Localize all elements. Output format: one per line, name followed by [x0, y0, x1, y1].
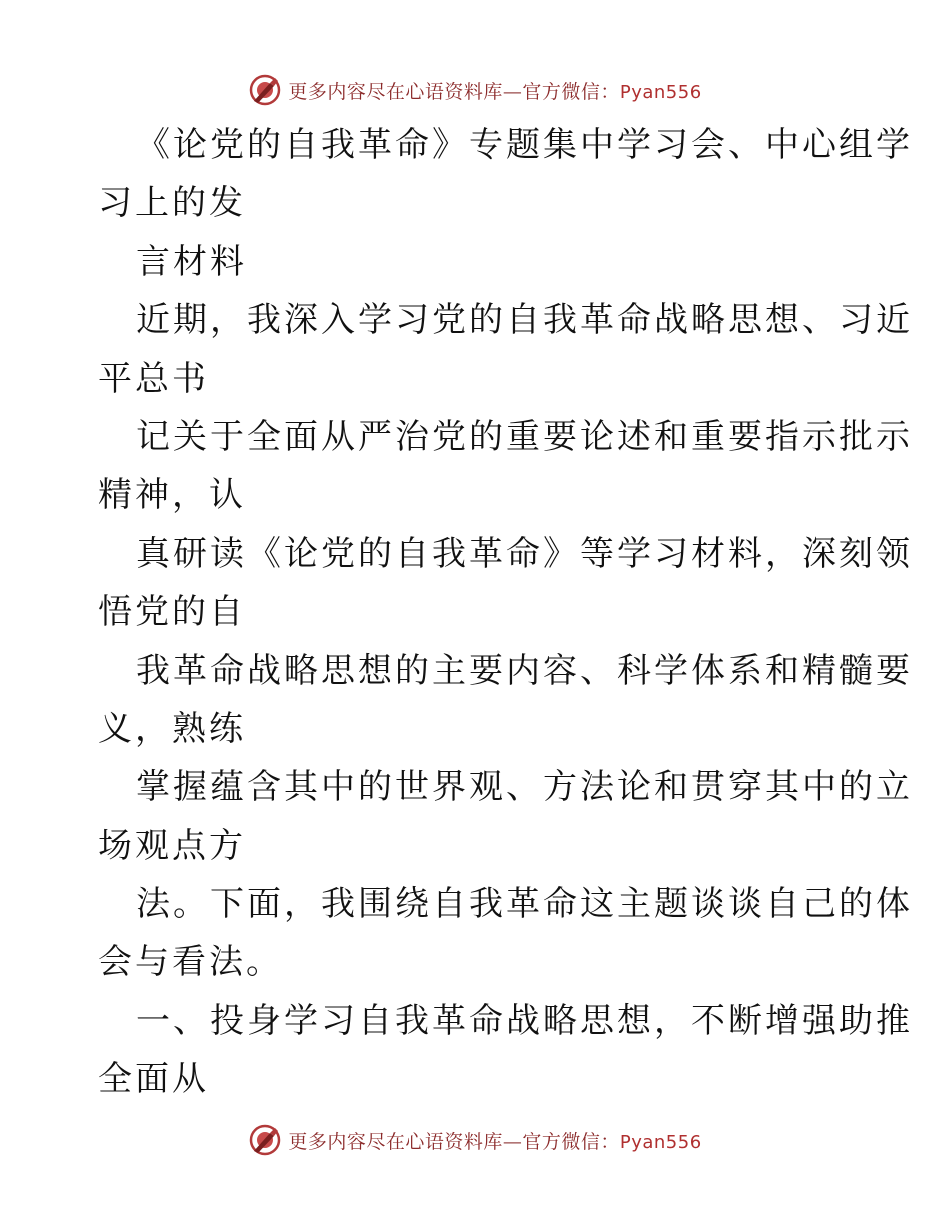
watermark-account: Pyan556: [619, 1131, 702, 1153]
watermark-brand: 更多内容尽在心语资料库: [288, 80, 503, 103]
watermark-label: 官方微信：: [522, 1130, 620, 1153]
watermark-brand: 更多内容尽在心语资料库: [288, 1130, 503, 1153]
pen-circle-logo-icon: [248, 73, 282, 107]
text-line: 悟党的自: [98, 592, 246, 633]
header-watermark: [0, 70, 950, 110]
text-line: 《论党的自我革命》专题集中学习会、中心组学: [136, 125, 913, 165]
text-line: 一、投身学习自我革命战略思想，不断增强助推: [136, 1000, 913, 1041]
text-line: 真研读《论党的自我革命》等学习材料，深刻领: [136, 533, 913, 574]
text-line: 精神，认: [98, 475, 246, 516]
text-line: 记关于全面从严治党的重要论述和重要指示批示: [136, 416, 913, 457]
text-line: 近期，我深入学习党的自我革命战略思想、习近: [136, 300, 913, 341]
pen-circle-logo-icon: [248, 1123, 282, 1157]
text-line: 我革命战略思想的主要内容、科学体系和精髓要: [136, 650, 913, 691]
text-line: 会与看法。: [98, 942, 283, 983]
watermark-separator: —: [502, 1130, 523, 1153]
watermark-account: Pyan556: [619, 81, 702, 103]
text-line: 习上的发: [98, 183, 246, 224]
watermark-text: [288, 1127, 701, 1154]
text-line: 义，熟练: [98, 708, 246, 749]
text-line: 掌握蕴含其中的世界观、方法论和贯穿其中的立: [136, 767, 913, 808]
text-line: 平总书: [98, 358, 209, 399]
footer-watermark: [0, 1120, 950, 1160]
watermark-separator: —: [502, 80, 523, 103]
text-line: 全面从: [98, 1059, 209, 1100]
text-line: 法。下面，我围绕自我革命这主题谈谈自己的体: [136, 884, 913, 925]
document-body: [98, 116, 913, 1109]
text-line: 场观点方: [98, 825, 246, 866]
watermark-label: 官方微信：: [522, 80, 620, 103]
text-line: 言材料: [136, 241, 247, 282]
watermark-text: [288, 77, 701, 104]
